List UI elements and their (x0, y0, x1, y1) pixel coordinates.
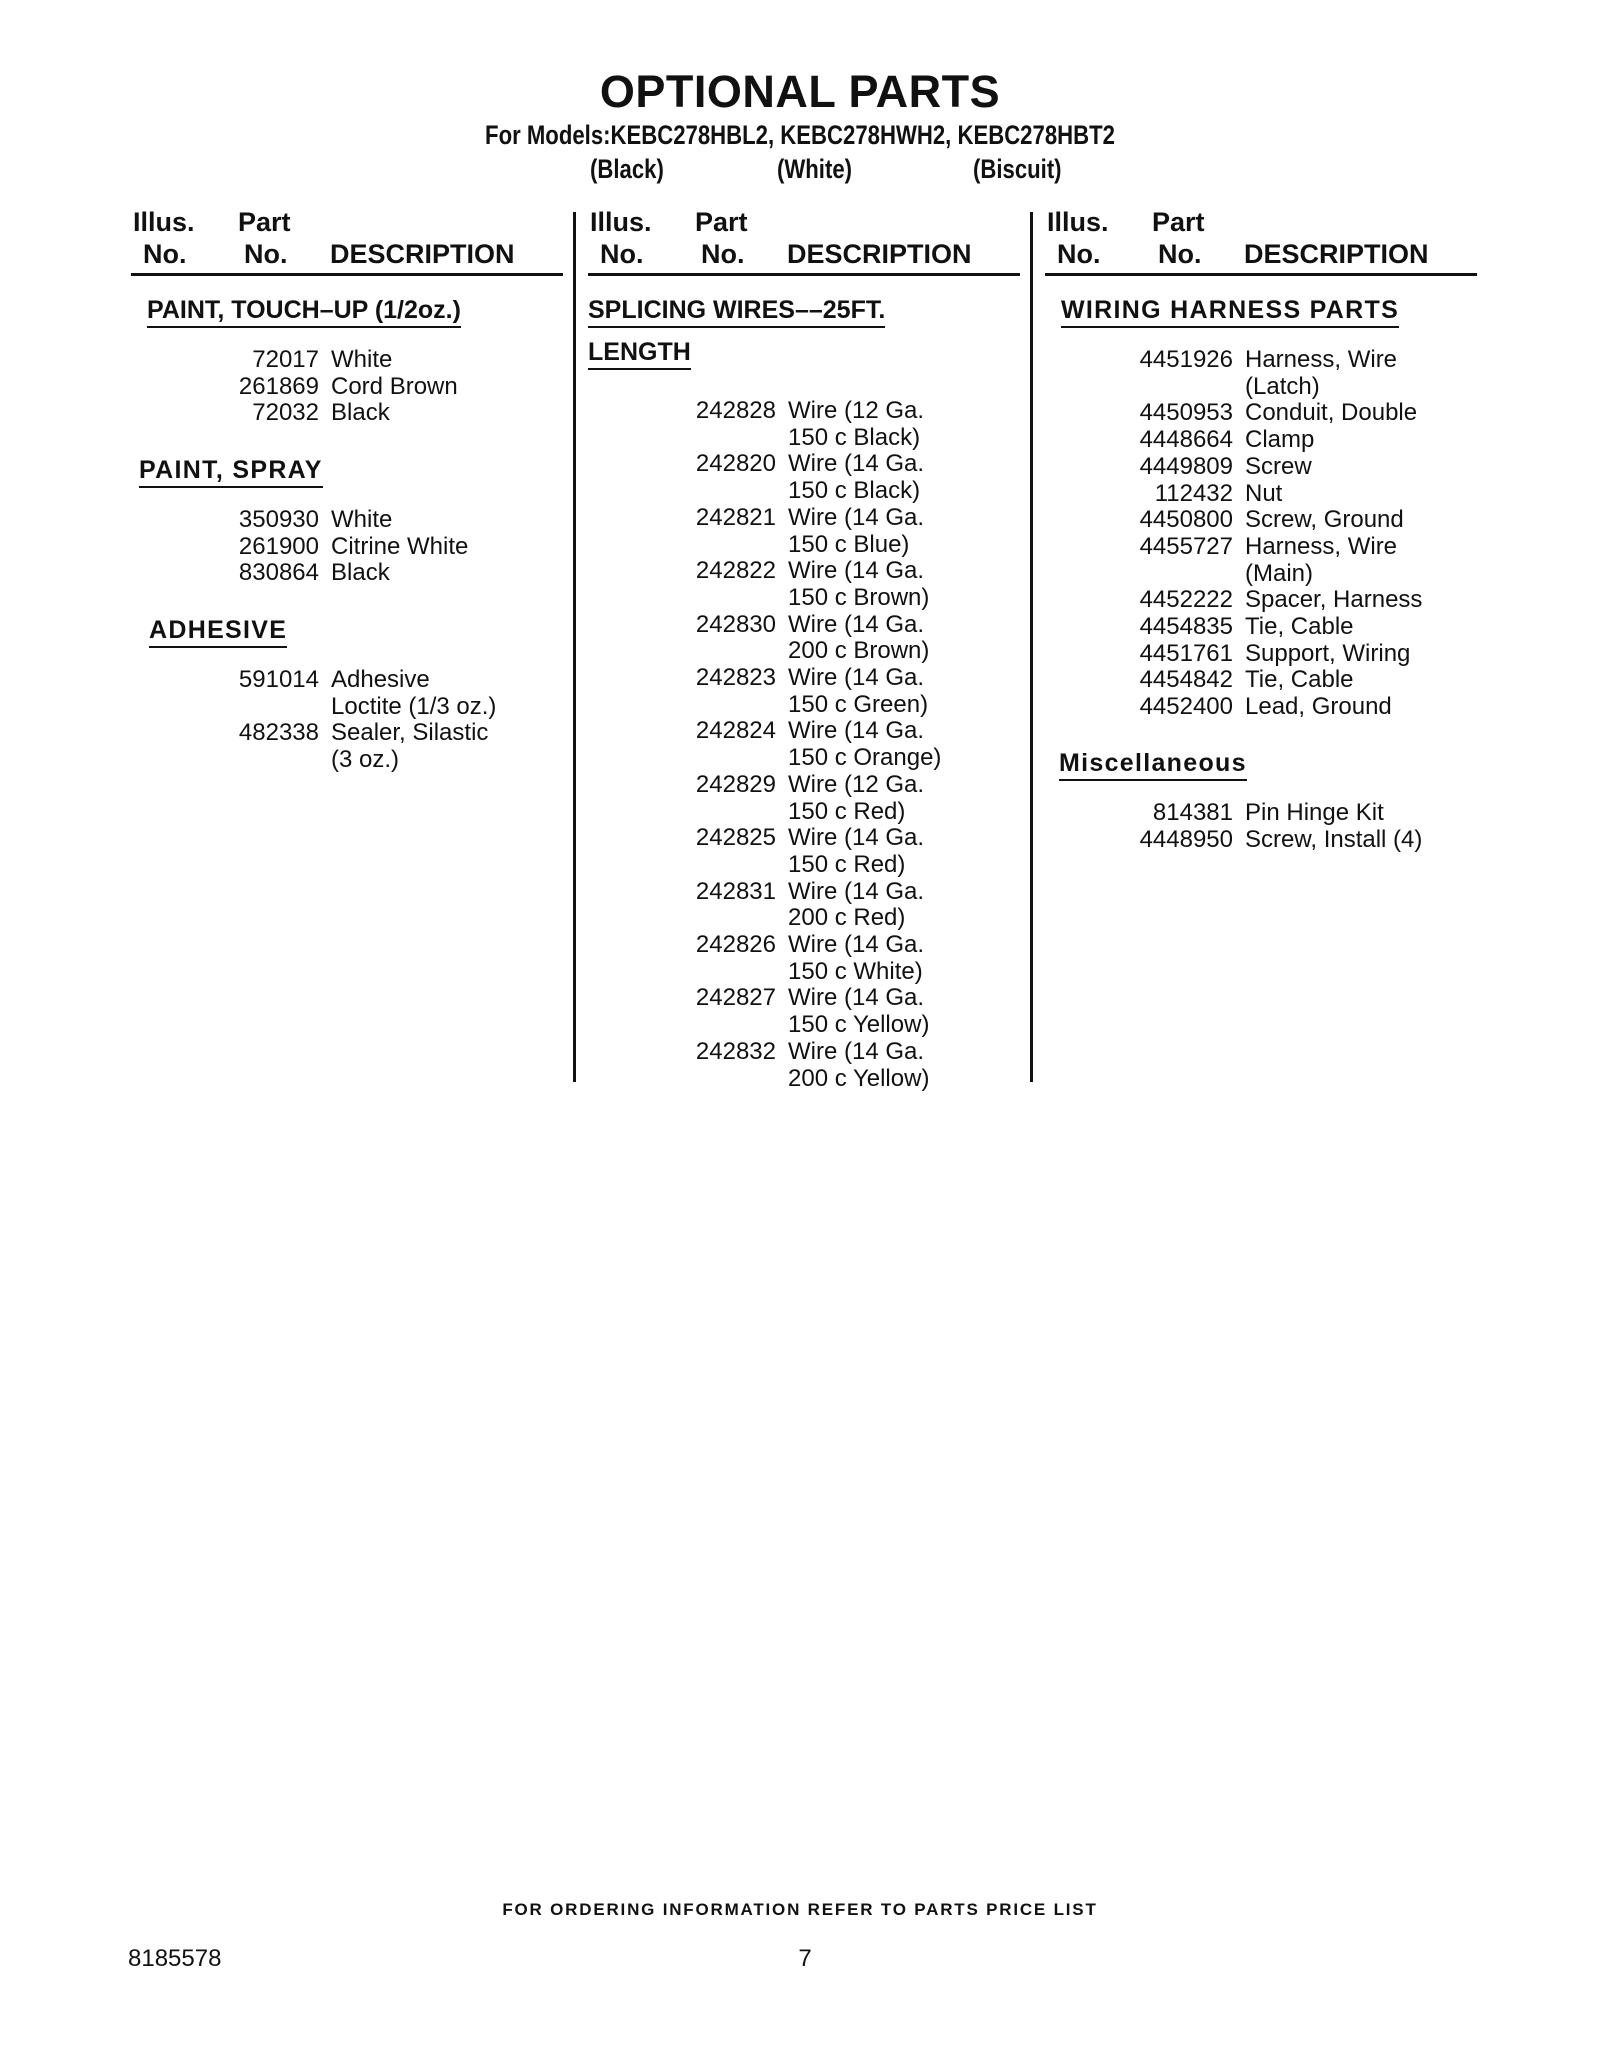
part-number: 814381 (1152, 799, 1233, 826)
section-title: PAINT, TOUCH–UP (1/2oz.) (147, 295, 461, 328)
part-row (1045, 667, 1477, 694)
part-number: 242832 (695, 1037, 776, 1065)
part-row (1045, 400, 1477, 427)
part-description: Citrine White (331, 532, 469, 560)
part-number: 72032 (252, 399, 319, 427)
illus-label: Illus. (590, 207, 652, 237)
part-row (131, 560, 563, 587)
part-number: 242828 (695, 397, 776, 424)
section-items (131, 507, 563, 587)
part-description: Wire (12 Ga. 150 c Red) (788, 770, 925, 825)
part-description: Black (331, 559, 390, 587)
illus-no-label: No. (1057, 239, 1101, 269)
column-header (588, 205, 1020, 275)
color-biscuit: (Biscuit) (973, 154, 1062, 184)
column-divider (573, 212, 576, 1082)
section-title: WIRING HARNESS PARTS (1061, 295, 1399, 328)
part-description: Black (331, 399, 390, 427)
illus-label: Illus. (1047, 207, 1109, 237)
section-items (1045, 800, 1477, 853)
part-description: White (331, 506, 393, 533)
part-row (588, 932, 1020, 985)
color-white: (White) (777, 154, 853, 184)
part-number: 4451761 (1139, 639, 1233, 667)
illus-no-label: No. (600, 239, 644, 269)
part-description: Screw, Ground (1245, 506, 1404, 534)
document-number: 8185578 (128, 1945, 222, 1972)
part-row (588, 398, 1020, 451)
part-row (1045, 800, 1477, 827)
part-number: 242820 (695, 450, 776, 478)
part-description: Wire (14 Ga. 150 c Yellow) (788, 984, 930, 1039)
part-description: Harness, Wire (Latch) (1245, 346, 1398, 400)
part-description: Tie, Cable (1245, 613, 1354, 641)
section-title-line2: LENGTH (588, 337, 691, 370)
part-row (1045, 454, 1477, 481)
part-number: 591014 (238, 666, 319, 693)
part-row (131, 667, 563, 720)
column-header (1045, 205, 1477, 275)
part-number: 242822 (695, 557, 776, 585)
part-number: 242825 (695, 824, 776, 852)
section-title: ADHESIVE (149, 615, 287, 648)
illus-label: Illus. (133, 207, 195, 237)
part-row (588, 879, 1020, 932)
part-row (588, 665, 1020, 718)
part-description: Conduit, Double (1245, 399, 1418, 427)
description-label: DESCRIPTION (787, 239, 972, 269)
page-number: 7 (798, 1945, 812, 1972)
part-row (1045, 641, 1477, 668)
section-items (1045, 347, 1477, 721)
part-row (1045, 507, 1477, 534)
part-description: Nut (1245, 479, 1283, 507)
part-number: 4449809 (1139, 452, 1233, 480)
part-number: 4448664 (1139, 426, 1233, 454)
part-number: 4450953 (1139, 399, 1233, 427)
column-header (131, 205, 563, 275)
part-no-label: No. (701, 239, 745, 269)
illus-no-label: No. (143, 239, 187, 269)
part-row (588, 825, 1020, 878)
part-description: White (331, 346, 393, 373)
section-items (131, 347, 563, 427)
color-black: (Black) (590, 154, 664, 184)
part-no-label: No. (244, 239, 288, 269)
part-row (588, 612, 1020, 665)
part-row (588, 718, 1020, 771)
part-row (131, 720, 563, 773)
section-items (131, 667, 563, 774)
part-number: 350930 (238, 506, 319, 533)
part-number: 4452222 (1139, 586, 1233, 614)
part-number: 261900 (238, 532, 319, 560)
part-number: 242831 (695, 877, 776, 905)
part-description: Adhesive Loctite (1/3 oz.) (331, 666, 497, 720)
parts-column-2 (588, 205, 1020, 1092)
part-description: Wire (14 Ga. 150 c Orange) (788, 717, 942, 772)
part-description: Pin Hinge Kit (1245, 799, 1384, 826)
part-number: 4454842 (1139, 666, 1233, 694)
part-description: Wire (14 Ga. 200 c Brown) (788, 610, 930, 665)
part-number: 242824 (695, 717, 776, 745)
part-description: Wire (14 Ga. 150 c Red) (788, 824, 925, 878)
part-description: Wire (14 Ga. 150 c Black) (788, 450, 925, 505)
part-row (131, 507, 563, 534)
section-title: Miscellaneous (1059, 748, 1247, 781)
part-description: Harness, Wire (Main) (1245, 532, 1398, 587)
part-number: 72017 (252, 346, 319, 373)
part-description: Screw (1245, 452, 1312, 480)
part-description: Support, Wiring (1245, 639, 1411, 667)
part-row (588, 985, 1020, 1038)
part-row (1045, 694, 1477, 721)
part-row (1045, 347, 1477, 400)
part-number: 261869 (238, 372, 319, 400)
part-number: 830864 (238, 559, 319, 587)
page-title: OPTIONAL PARTS (599, 66, 1001, 117)
part-description: Wire (14 Ga. 150 c Green) (788, 664, 929, 718)
part-description: Wire (14 Ga. 150 c White) (788, 931, 925, 985)
section-items (588, 398, 1020, 1092)
column-divider (1030, 212, 1033, 1082)
part-row (1045, 481, 1477, 508)
ordering-note: FOR ORDERING INFORMATION REFER TO PARTS PRICE LIST (502, 1900, 1098, 1919)
part-description: Lead, Ground (1245, 693, 1392, 721)
part-row (588, 772, 1020, 825)
part-description: Wire (14 Ga. 150 c Blue) (788, 503, 925, 558)
part-label: Part (1152, 207, 1205, 237)
part-label: Part (695, 207, 748, 237)
part-description: Wire (14 Ga. 200 c Red) (788, 877, 925, 932)
part-row (1045, 427, 1477, 454)
part-description: Spacer, Harness (1245, 586, 1423, 614)
model-colors (0, 154, 1600, 188)
description-label: DESCRIPTION (1244, 239, 1429, 269)
models-line: For Models:KEBC278HBL2, KEBC278HWH2, KEBC278HBT2 (485, 120, 1115, 150)
part-number: 4451926 (1139, 346, 1233, 373)
part-row (1045, 587, 1477, 614)
part-row (1045, 534, 1477, 587)
part-number: 4454835 (1139, 613, 1233, 641)
part-row (1045, 614, 1477, 641)
part-description: Clamp (1245, 426, 1315, 454)
header-rule (131, 273, 563, 276)
part-number: 242827 (695, 984, 776, 1012)
part-no-label: No. (1158, 239, 1202, 269)
part-number: 4452400 (1139, 693, 1233, 721)
parts-column-1 (131, 205, 563, 1085)
header-rule (1045, 273, 1477, 276)
part-number: 4450800 (1139, 506, 1233, 534)
part-row (131, 400, 563, 427)
header-rule (588, 273, 1020, 276)
part-number: 242829 (695, 770, 776, 798)
description-label: DESCRIPTION (330, 239, 515, 269)
section-title: SPLICING WIRES––25FT. (588, 295, 885, 328)
part-row (588, 1039, 1020, 1092)
part-description: Wire (14 Ga. 200 c Yellow) (788, 1037, 930, 1092)
part-number: 242830 (695, 610, 776, 638)
part-number: 242826 (695, 931, 776, 959)
part-row (588, 505, 1020, 558)
part-number: 242823 (695, 664, 776, 692)
part-row (588, 451, 1020, 504)
part-row (131, 374, 563, 401)
part-description: Screw, Install (4) (1245, 825, 1423, 853)
parts-column-3 (1045, 205, 1477, 1085)
part-label: Part (238, 207, 291, 237)
part-number: 242821 (695, 503, 776, 531)
part-number: 482338 (238, 719, 319, 747)
part-number: 112432 (1154, 479, 1233, 507)
part-description: Wire (12 Ga. 150 c Black) (788, 397, 925, 451)
part-row (1045, 827, 1477, 854)
part-row (131, 534, 563, 561)
part-row (588, 558, 1020, 611)
part-description: Tie, Cable (1245, 666, 1354, 694)
part-description: Cord Brown (331, 372, 458, 400)
part-description: Wire (14 Ga. 150 c Brown) (788, 557, 930, 611)
section-title: PAINT, SPRAY (139, 455, 323, 488)
part-description: Sealer, Silastic (3 oz.) (331, 719, 489, 774)
part-number: 4455727 (1139, 532, 1233, 560)
part-number: 4448950 (1139, 825, 1233, 853)
part-row (131, 347, 563, 374)
